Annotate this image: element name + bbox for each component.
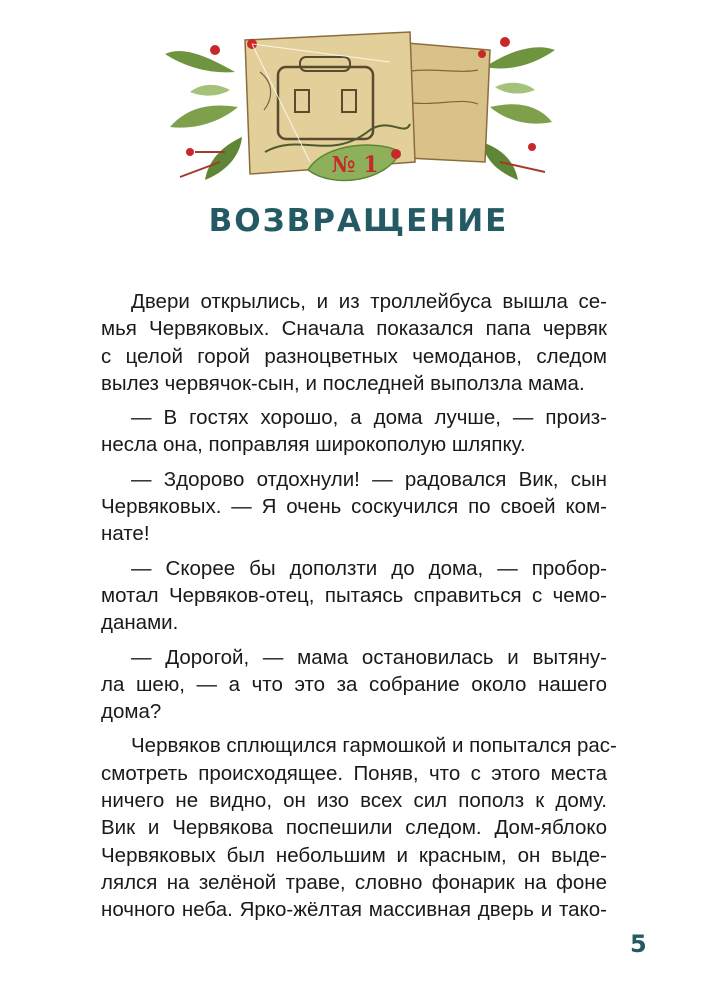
right-foliage	[482, 37, 555, 180]
chapter-title: ВОЗВРАЩЕНИЕ	[208, 203, 509, 239]
paragraph	[101, 644, 607, 726]
text-line: нате!	[101, 522, 150, 546]
text-line: ла шею, — а что это за собрание около нашего	[101, 672, 607, 696]
text-line: смотреть происходящее. Поняв, что с этого места	[101, 761, 607, 785]
text-line: — В гостях хорошо, а дома лучше, — произ-	[131, 406, 607, 430]
text-line: вылез червячок-сын, и последней выползла мама.	[101, 371, 585, 395]
left-foliage	[165, 45, 242, 180]
text-line: дома?	[101, 700, 162, 724]
text-line: с целой горой разноцветных чемоданов, следом	[101, 344, 607, 368]
text-line: Вик и Червякова поспешили следом. Дом-яблоко	[101, 816, 607, 840]
body-text	[101, 288, 617, 931]
text-line: данами.	[101, 611, 179, 635]
text-line: Червяковых. — Я очень соскучился по своей ком-	[101, 495, 607, 519]
paragraph	[101, 732, 617, 923]
text-line: мотал Червяков-отец, пытаясь справиться с чемо-	[101, 583, 607, 607]
paragraph	[101, 404, 607, 459]
text-line: несла она, поправляя широкополую шляпку.	[101, 433, 526, 457]
text-line: Червяковых был небольшим и красным, он выде-	[101, 843, 607, 867]
text-line: лялся на зелёной траве, словно фонарик на фоне	[101, 870, 607, 894]
text-line: ночного неба. Ярко-жёлтая массивная дверь и тако-	[101, 898, 607, 922]
paragraph	[101, 466, 607, 548]
text-line: — Здорово отдохнули! — радовался Вик, сын	[131, 467, 607, 491]
chapter-emblem	[160, 12, 560, 197]
page-number: 5	[630, 930, 647, 958]
paragraph	[101, 555, 607, 637]
text-line: — Дорогой, — мама остановилась и вытяну-	[131, 645, 607, 669]
text-line: Червяков сплющился гармошкой и попытался рас-	[131, 734, 617, 758]
chapter-number-badge: № 1	[331, 152, 379, 178]
text-line: — Скорее бы доползти до дома, — пробор-	[131, 556, 607, 580]
chapter-illustration	[160, 12, 560, 197]
text-line: Двери открылись, и из троллейбуса вышла се-	[131, 290, 607, 313]
text-line: ничего не видно, он изо всех сил пополз к дому.	[101, 789, 607, 813]
text-line: мья Червяковых. Сначала показался папа червяк	[101, 317, 607, 341]
paragraph	[101, 288, 607, 397]
